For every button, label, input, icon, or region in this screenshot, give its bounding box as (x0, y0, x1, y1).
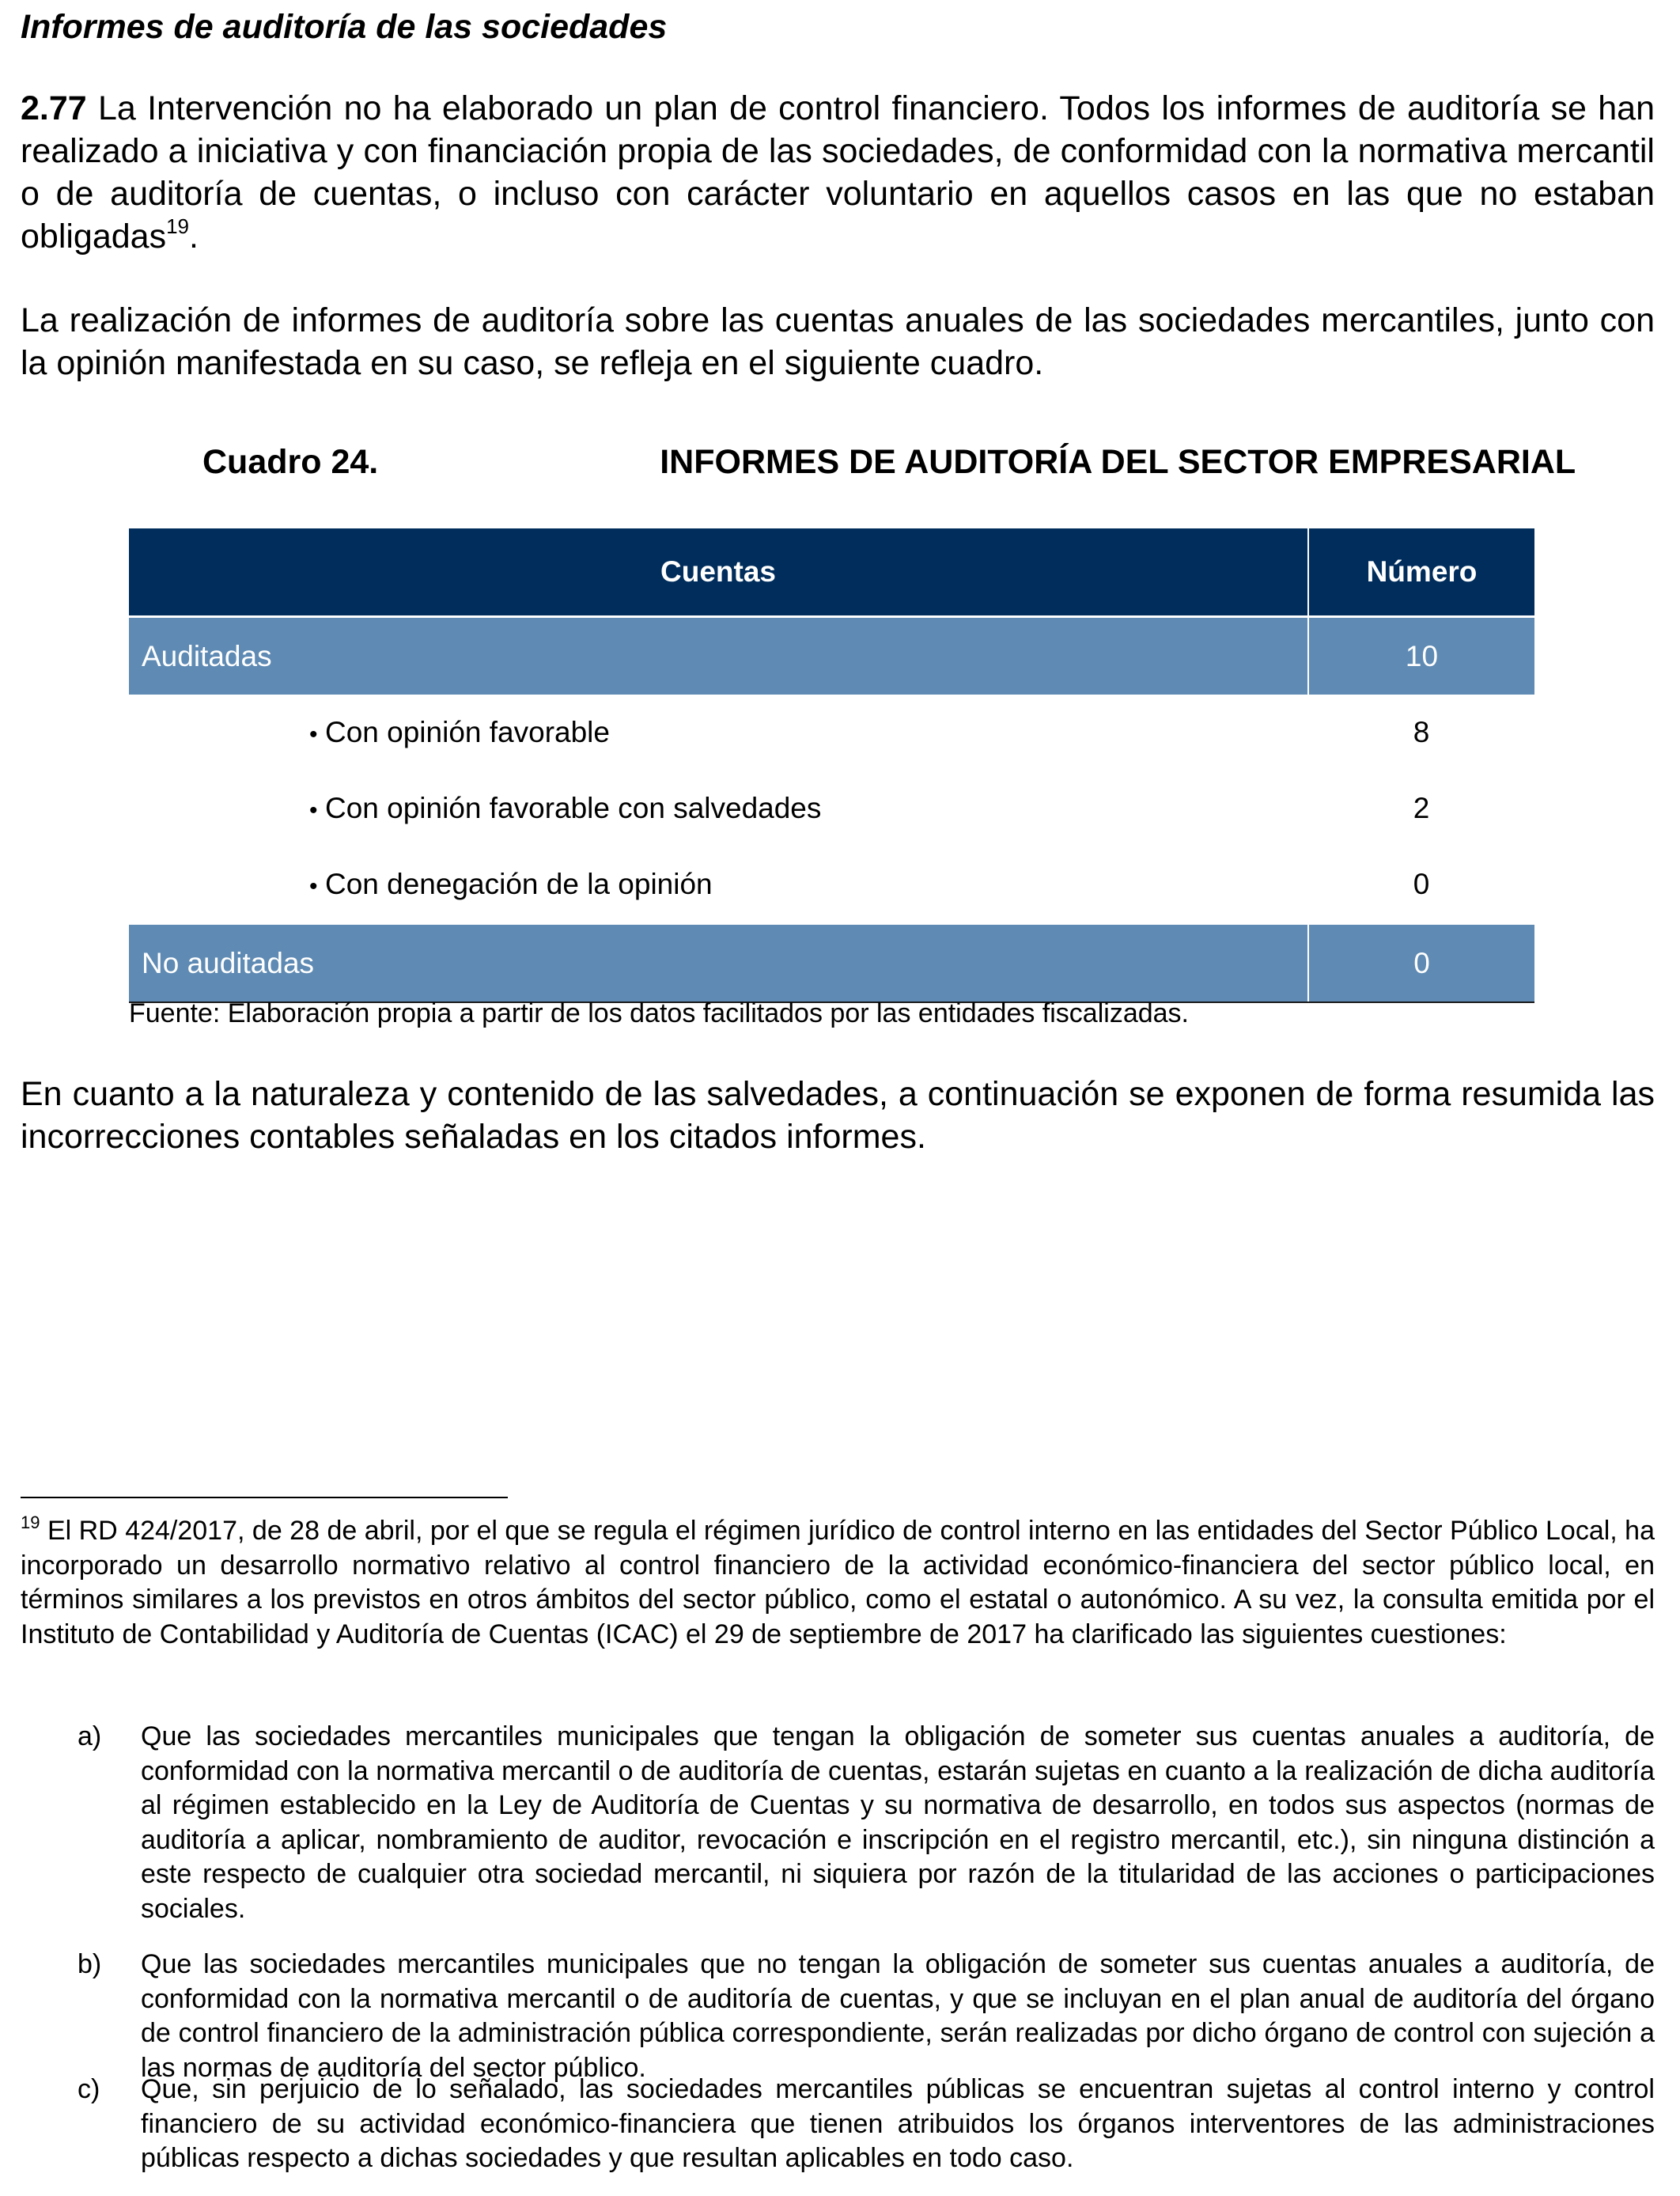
table-row-auditadas (129, 617, 1534, 695)
bullet-icon: • (309, 797, 318, 824)
section-title: Informes de auditoría de las sociedades (21, 8, 668, 46)
table-row-denegacion (129, 846, 1534, 924)
footnote-ref[interactable]: 19 (166, 214, 190, 238)
row-label: Con denegación de la opinión (325, 868, 713, 900)
table-source: Fuente: Elaboración propia a partir de los datos facilitados por las entidades fiscalizadas. (129, 998, 1189, 1028)
bullet-icon: • (309, 721, 318, 748)
table-row-favorable (129, 695, 1534, 770)
row-value: 0 (1413, 868, 1430, 900)
item-text: Que las sociedades mercantiles municipales que tengan la obligación de someter sus cuentas anuales a auditoría, de conformidad con la normativa mercantil o de auditoría de cuentas, estarán sujetas en cuanto a la realización de dicha auditoría al régimen establecido en la Ley de Auditoría de Cuentas y su normativa de desarrollo, en todos sus aspectos (normas de auditoría a aplicar, nombramiento de auditor, revocación e inscripción en el registro mercantil, etc.), sin ninguna distinción a este respecto de cualquier otra sociedad mercantil, ni siquiera por razón de la titularidad de las acciones o participaciones sociales. (141, 1721, 1655, 1924)
item-text: Que, sin perjuicio de lo señalado, las sociedades mercantiles públicas se encuentran sujetas al control interno y control financiero de su actividad económico-financiera que tienen atribuidos los órganos interventores de las administraciones públicas respecto a dichas sociedades y que resultan aplicables en todo caso. (141, 2074, 1655, 2173)
row-label: Auditadas (129, 617, 1308, 695)
row-label: Con opinión favorable (325, 716, 610, 748)
table-header-row (129, 528, 1534, 617)
header-cuentas: Cuentas (129, 528, 1308, 617)
item-label: c) (78, 2074, 100, 2104)
footnote-19 (21, 1514, 1655, 1652)
footnote-text: El RD 424/2017, de 28 de abril, por el que se regula el régimen jurídico de control interno en las entidades del Sector Público Local, ha incorporado un desarrollo normativo relativo al control financiero de la actividad económico-financiera del sector público local, en términos similares a los previstos en otros ámbitos del sector público, como el estatal o autonómico. A su vez, la consulta emitida por el Instituto de Contabilidad y Auditoría de Cuentas (ICAC) el 29 de septiembre de 2017 ha clarificado las siguientes cuestiones: (21, 1516, 1655, 1649)
paragraph-2-77: 2.77 La Intervención no ha elaborado un plan de control financiero. Todos los informes de auditoría se han realizado a iniciativa y con financiación propia de las sociedades, de conformidad con la normativa mercantil o de auditoría de cuentas, o incluso con carácter voluntario en aquellos casos en las que no estaban obligadas$^{19}$. (21, 89, 1655, 256)
table-caption-number: Cuadro 24. (202, 443, 379, 481)
paragraph-table-intro: La realización de informes de auditoría sobre las cuentas anuales de las sociedades mercantiles, junto con la opinión manifestada en su caso, se refleja en el siguiente cuadro. (21, 301, 1655, 382)
item-label: a) (78, 1721, 102, 1751)
row-value: 0 (1308, 924, 1534, 1003)
table-row-no-auditadas (129, 924, 1534, 1003)
paragraph-text: La Intervención no ha elaborado un plan de control financiero. Todos los informes de auditoría se han realizado a iniciativa y con financiación propia de las sociedades, de conformidad con la normativa mercantil o de auditoría de cuentas, o incluso con carácter voluntario en aquellos casos en las que no estaban obligadas (21, 89, 1655, 256)
row-value: 10 (1308, 617, 1534, 695)
row-label: No auditadas (129, 924, 1308, 1003)
header-numero: Número (1308, 528, 1534, 617)
row-value: 8 (1413, 716, 1430, 748)
footnote-number: 19 (21, 1513, 40, 1532)
item-label: b) (78, 1949, 102, 1979)
table-row-favorable-salvedades (129, 770, 1534, 846)
item-text: Que las sociedades mercantiles municipales que no tengan la obligación de someter sus cuentas anuales a auditoría, de conformidad con la normativa mercantil o de auditoría de cuentas, y que se incluyan en el plan anual de auditoría del órgano de control financiero de la administración pública correspondiente, serán realizadas por dicho órgano de control con sujeción a las normas de auditoría del sector público. (141, 1949, 1655, 2083)
audit-reports-table (129, 528, 1534, 1003)
table-caption-title: INFORMES DE AUDITORÍA DEL SECTOR EMPRESARIAL (660, 443, 1576, 481)
footnote-divider (21, 1497, 508, 1498)
paragraph-number: 2.77 (21, 89, 87, 127)
paragraph-salvedades: En cuanto a la naturaleza y contenido de las salvedades, a continuación se exponen de forma resumida las incorrecciones contables señaladas en los citados informes. (21, 1075, 1655, 1156)
row-value: 2 (1413, 792, 1430, 824)
bullet-icon: • (309, 873, 318, 899)
table-caption (202, 443, 1576, 482)
row-label: Con opinión favorable con salvedades (325, 792, 822, 824)
